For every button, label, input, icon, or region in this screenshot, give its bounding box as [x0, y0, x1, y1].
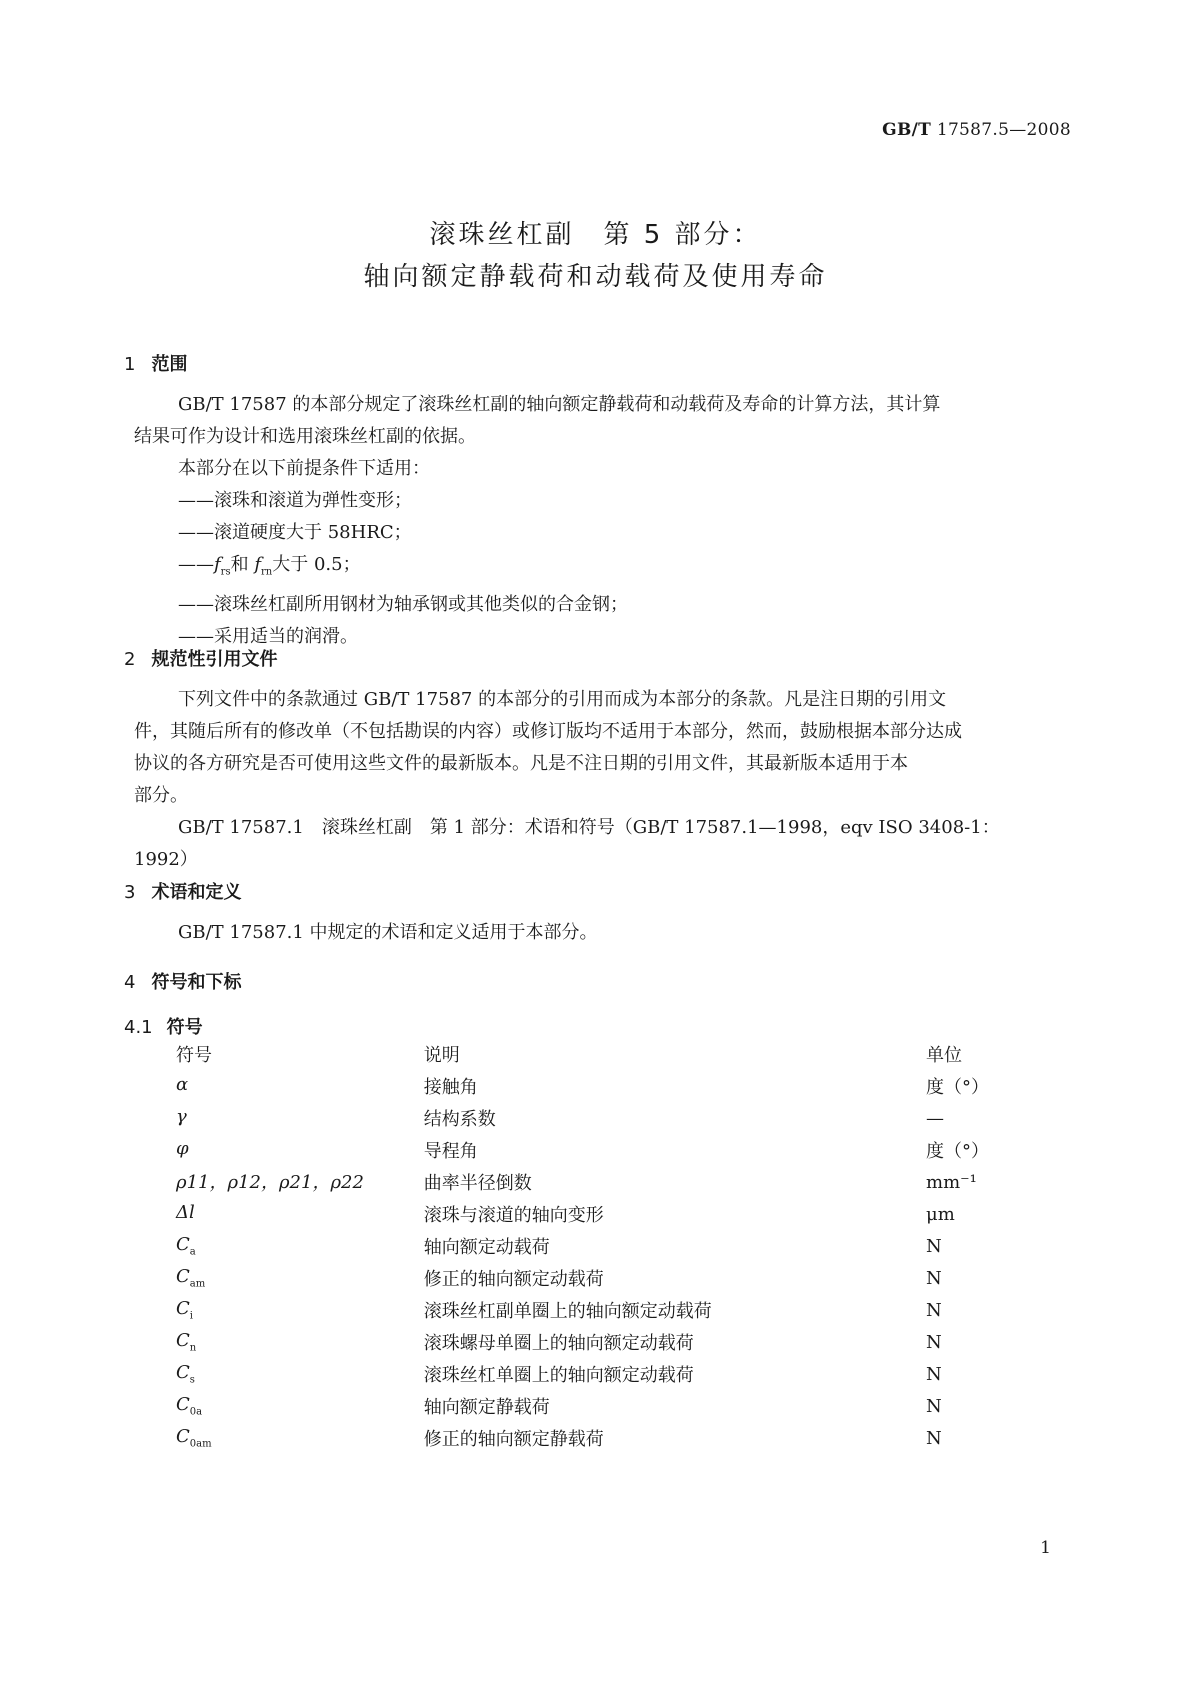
paragraph-line: 下列文件中的条款通过 GB/T 17587 的本部分的引用而成为本部分的条款。凡是注日期的引用文 [178, 689, 947, 710]
section-title: 符号 [166, 1017, 203, 1038]
list-item: ——滚珠和滚道为弹性变形； [178, 490, 412, 511]
symbol-cell: $C_s$ [176, 1362, 195, 1386]
list-item: ——滚道硬度大于 58HRC； [178, 522, 412, 543]
section-4-1-heading [124, 1013, 203, 1039]
unit-cell: mm⁻¹ [926, 1171, 977, 1193]
section-title: 符号和下标 [151, 972, 242, 993]
section-1-body [134, 389, 1054, 653]
paragraph: GB/T 17587.1 中规定的术语和定义适用于本部分。 [178, 922, 598, 943]
unit-cell: N [926, 1331, 942, 1353]
symbol-cell: $C_{0a}$ [176, 1394, 203, 1418]
unit-cell: 度（°） [926, 1077, 990, 1098]
section-2-heading [124, 645, 277, 671]
table-row [176, 1294, 1006, 1326]
standard-code [882, 120, 1071, 140]
section-number: 2 [124, 649, 136, 670]
table-row [176, 1422, 1006, 1454]
symbol-cell: $C_n$ [176, 1330, 197, 1354]
section-number: 4.1 [124, 1017, 153, 1038]
unit-cell: N [926, 1427, 942, 1449]
paragraph-line: 结果可作为设计和选用滚珠丝杠副的依据。 [134, 426, 476, 447]
description-cell: 接触角 [423, 1077, 478, 1098]
unit-cell: N [926, 1395, 942, 1417]
symbol-cell: α [176, 1074, 189, 1096]
symbol-cell: $C_i$ [176, 1298, 193, 1322]
unit-cell: N [926, 1235, 942, 1257]
symbol-cell: $C_a$ [176, 1234, 196, 1258]
section-2-body [134, 684, 1054, 876]
column-header-description: 说明 [423, 1045, 460, 1066]
symbol-cell: $C_{am}$ [176, 1266, 206, 1290]
table-row [176, 1198, 1006, 1230]
reference-line: 1992） [134, 849, 198, 870]
unit-cell: N [926, 1299, 942, 1321]
list-item: $——f_{rs}$和 $f_{rn}$大于 0.5； [178, 554, 361, 578]
section-title: 规范性引用文件 [151, 649, 278, 670]
section-number: 3 [124, 882, 136, 903]
symbol-cell: ρ11，ρ12，ρ21，ρ22 [176, 1172, 364, 1194]
unit-cell: N [926, 1363, 942, 1385]
section-number: 4 [124, 972, 136, 993]
description-cell: 修正的轴向额定静载荷 [423, 1429, 604, 1450]
table-row [176, 1230, 1006, 1262]
table-header-row [176, 1038, 1006, 1070]
unit-cell: μm [926, 1203, 955, 1225]
reference-line: GB/T 17587.1 滚珠丝杠副 第 1 部分：术语和符号（GB/T 17587.1—1998，eqv ISO 3408-1： [178, 817, 1000, 838]
description-cell: 轴向额定静载荷 [423, 1397, 550, 1418]
unit-cell: 度（°） [926, 1141, 990, 1162]
paragraph: 本部分在以下前提条件下适用： [178, 458, 430, 479]
column-header-symbol: 符号 [176, 1045, 212, 1066]
table-row [176, 1390, 1006, 1422]
paragraph-line: 件，其随后所有的修改单（不包括勘误的内容）或修订版均不适用于本部分，然而，鼓励根据本部分达成 [134, 721, 962, 742]
description-cell: 导程角 [423, 1141, 478, 1162]
section-1-heading [124, 350, 187, 376]
table-row [176, 1358, 1006, 1390]
page-number: 1 [1040, 1538, 1051, 1558]
standard-prefix: GB/T [882, 120, 932, 140]
symbol-table [176, 1038, 1006, 1454]
section-3-body [134, 917, 1054, 949]
description-cell: 滚珠螺母单圈上的轴向额定动载荷 [423, 1333, 694, 1354]
list-item: ——采用适当的润滑。 [178, 625, 358, 647]
column-header-unit: 单位 [926, 1045, 963, 1066]
table-row [176, 1166, 1006, 1198]
symbol-cell: φ [176, 1138, 189, 1160]
table-row [176, 1326, 1006, 1358]
symbol-cell: Δl [176, 1202, 195, 1224]
unit-cell: — [926, 1107, 945, 1129]
description-cell: 滚珠与滚道的轴向变形 [423, 1205, 604, 1226]
description-cell: 滚珠丝杠副单圈上的轴向额定动载荷 [423, 1301, 712, 1322]
table-row [176, 1134, 1006, 1166]
symbol-cell: $C_{0am}$ [176, 1426, 212, 1450]
paragraph-line: GB/T 17587 的本部分规定了滚珠丝杠副的轴向额定静载荷和动载荷及寿命的计算方法，其计算 [178, 394, 941, 415]
paragraph-line: 部分。 [134, 785, 188, 806]
description-cell: 修正的轴向额定动载荷 [423, 1269, 604, 1290]
section-3-heading [124, 878, 241, 904]
paragraph-line: 协议的各方研究是否可使用这些文件的最新版本。凡是不注日期的引用文件，其最新版本适用于本 [134, 753, 908, 774]
standard-number: 17587.5—2008 [936, 120, 1071, 140]
section-number: 1 [124, 354, 136, 375]
section-title: 范围 [151, 354, 188, 375]
section-4-heading [124, 968, 241, 994]
symbol-cell: γ [176, 1106, 187, 1128]
table-row [176, 1070, 1006, 1102]
list-item: ——滚珠丝杠副所用钢材为轴承钢或其他类似的合金钢； [178, 593, 628, 615]
description-cell: 滚珠丝杠单圈上的轴向额定动载荷 [423, 1365, 694, 1386]
description-cell: 轴向额定动载荷 [423, 1237, 550, 1258]
unit-cell: N [926, 1267, 942, 1289]
title-line-1: 滚珠丝杠副 第 5 部分： [429, 220, 762, 250]
table-row [176, 1102, 1006, 1134]
section-title: 术语和定义 [151, 882, 242, 903]
title-line-2: 轴向额定静载荷和动载荷及使用寿命 [363, 262, 828, 292]
description-cell: 曲率半径倒数 [423, 1173, 532, 1194]
table-row [176, 1262, 1006, 1294]
description-cell: 结构系数 [423, 1109, 496, 1130]
